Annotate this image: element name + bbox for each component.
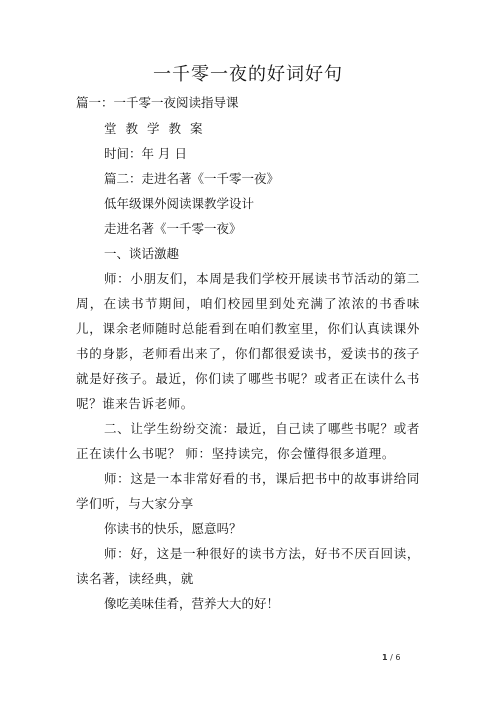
text-line-lesson-plan: 堂教学教案 — [104, 121, 212, 136]
text-line-time: 时间：年 月 日 — [104, 146, 187, 161]
page-current: 1 — [382, 653, 388, 662]
page-total: 6 — [395, 653, 401, 662]
text-line-subtitle: 走进名著《一千零一夜》 — [104, 221, 242, 236]
paragraph-reading-method: 师：好，这是一种很好的读书方法，好书不厌百回读，读名著，读经典，就 — [76, 546, 420, 586]
document-title: 一千零一夜的好词好句 — [153, 64, 343, 85]
section-heading-1: 篇一：一千零一夜阅读指导课 — [76, 95, 239, 110]
paragraph-student-exchange: 二、让学生纷纷交流：最近，自己读了哪些书呢？或者正在读什么书呢？ 师：坚持读完，你会懂得很多道理。 — [76, 421, 420, 461]
text-line-design: 低年级课外阅读课教学设计 — [104, 196, 255, 211]
section-heading-2: 篇二：走进名著《一千零一夜》 — [104, 171, 280, 186]
text-line-willing: 你读书的快乐，愿意吗？ — [104, 521, 242, 536]
paragraph-teacher-intro: 师：小朋友们，本周是我们学校开展读书节活动的第二周，在读书节期间，咱们校园里到处充满了浓浓的书香味儿，课余老师随时总能看到在咱们教室里，你们认真读课外书的身影，老师看出来了，你们都很爱读书，爱读书的孩子就是好孩子。最近，你们读了哪些书呢？或者正在读什么书呢？谁来告诉老师。 — [76, 271, 420, 411]
text-line-nutrition: 像吃美味佳肴，营养大大的好！ — [104, 596, 280, 611]
page-separator: / — [387, 653, 396, 662]
subsection-heading-1: 一、谈话激趣 — [104, 246, 180, 261]
paragraph-share-story: 师：这是一本非常好看的书，课后把书中的故事讲给同学们听，与大家分享 — [76, 471, 420, 511]
page-number — [382, 653, 400, 662]
